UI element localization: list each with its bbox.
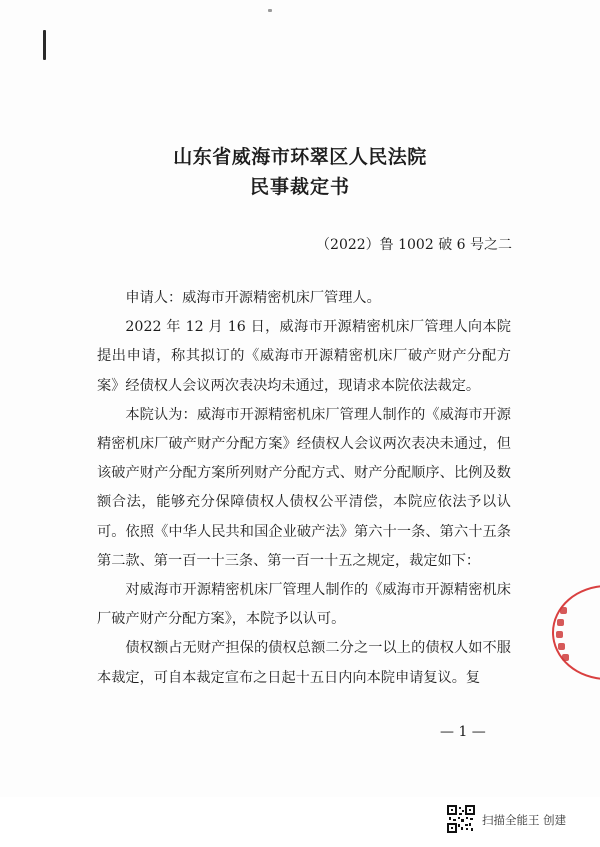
scanner-watermark-bar bbox=[0, 797, 600, 847]
seal-glyph-fragment bbox=[556, 631, 563, 638]
seal-glyph-fragment bbox=[558, 643, 565, 650]
scan-speck bbox=[268, 9, 272, 12]
paragraph-applicant: 申请人：威海市开源精密机床厂管理人。 bbox=[125, 290, 381, 306]
paragraph-appeal-notice: 债权额占无财产担保的债权总额二分之一以上的债权人如不服本裁定，可自本裁定宣布之日起十五日内向本院申请复议。复 bbox=[97, 640, 511, 686]
paragraph-court-opinion: 本院认为：威海市开源精密机床厂管理人制作的《威海市开源精密机床厂破产财产分配方案》经债权人会议两次表决未通过，但该破产财产分配方案所列财产分配方式、财产分配顺序、比例及数额合法，能够充分保障债权人债权公平清偿，本院应依法予以认可。依照《中华人民共和国企业破产法》第六十一条、第六十五条第二款、第一百一十三条、第一百一十五之规定，裁定如下： bbox=[97, 406, 511, 569]
paragraph-ruling: 对威海市开源精密机床厂管理人制作的《威海市开源精密机床厂破产财产分配方案》，本院予以认可。 bbox=[97, 582, 511, 628]
seal-glyph-fragment bbox=[560, 607, 567, 614]
case-number: （2022）鲁 1002 破 6 号之二 bbox=[316, 237, 512, 253]
court-seal-stamp bbox=[548, 585, 600, 680]
page-number: — 1 — bbox=[440, 724, 486, 740]
paragraph-application: 2022 年 12 月 16 日，威海市开源精密机床厂管理人向本院提出申请，称其拟订的《威海市开源精密机床厂破产财产分配方案》经债权人会议两次表决均未通过，现请求本院依法裁定。 bbox=[97, 319, 511, 394]
qr-code-icon bbox=[447, 805, 475, 833]
document-type-title: 民事裁定书 bbox=[249, 176, 350, 198]
seal-glyph-fragment bbox=[562, 654, 569, 661]
court-name: 山东省威海市环翠区人民法院 bbox=[173, 146, 427, 168]
seal-glyph-fragment bbox=[557, 619, 564, 626]
scanner-app-credit: 扫描全能王 创建 bbox=[482, 813, 567, 827]
binding-mark bbox=[43, 30, 46, 60]
ruling-body bbox=[97, 284, 511, 693]
